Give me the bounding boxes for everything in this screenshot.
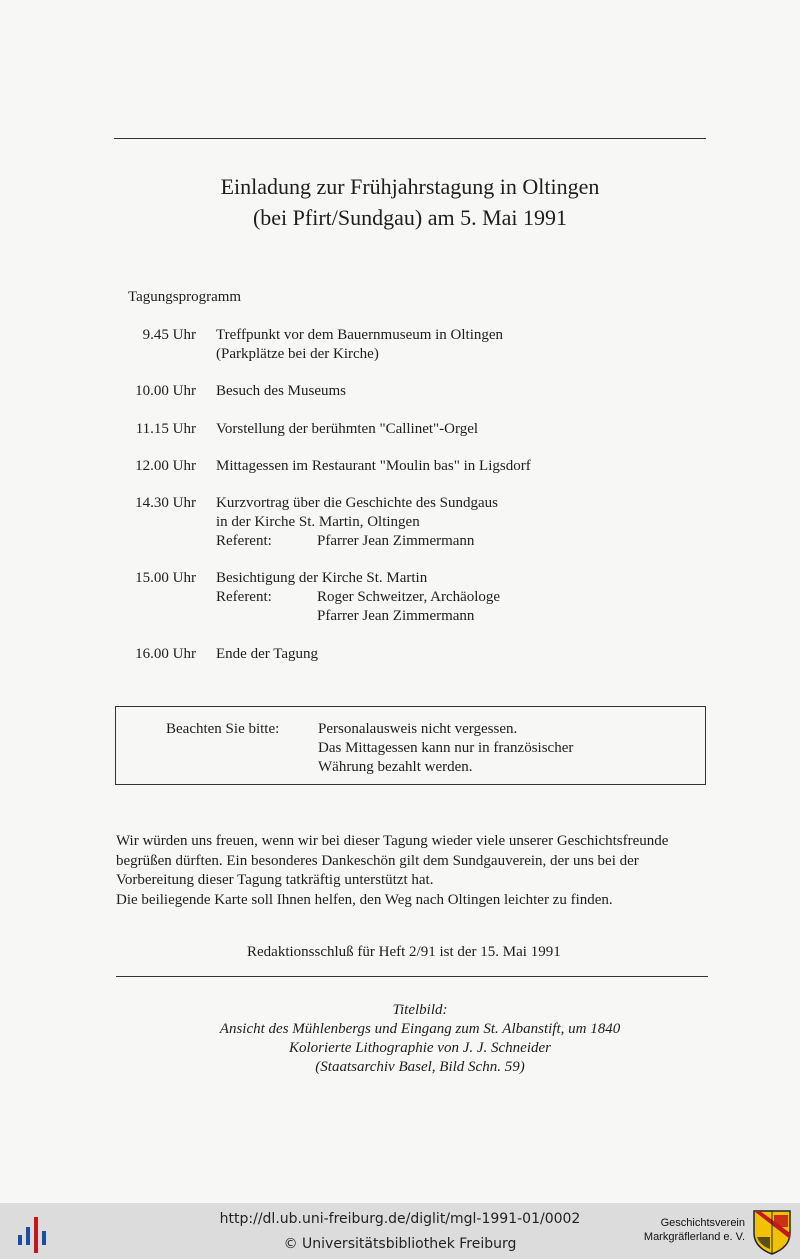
credits-line: Ansicht des Mühlenbergs und Eingang zum St. Albanstift, um 1840 (219, 1021, 621, 1037)
footer-organization (600, 1216, 745, 1244)
program-text: Kurzvortrag über die Geschichte des Sundgaus (216, 495, 498, 511)
program-time: 14.30 Uhr (135, 495, 196, 511)
deadline-note: Redaktionsschluß für Heft 2/91 ist der 15. Mai 1991 (247, 944, 561, 960)
paragraph-line: begrüßen dürften. Ein besonderes Dankeschön gilt dem Sundgauverein, der uns bei der (116, 852, 639, 869)
ub-freiburg-logo-icon[interactable] (12, 1213, 52, 1253)
credits-line: (Staatsarchiv Basel, Bild Schn. 59) (315, 1059, 525, 1075)
program-text: (Parkplätze bei der Kirche) (216, 346, 379, 362)
note-line: Personalausweis nicht vergessen. (318, 721, 518, 737)
bottom-rule (116, 976, 708, 977)
cover-credits (100, 1001, 740, 1077)
coat-of-arms-icon (752, 1209, 792, 1255)
referent-name: Pfarrer Jean Zimmermann (317, 608, 475, 624)
program-text: Vorstellung der berühmten "Callinet"-Orgel (216, 421, 479, 437)
program-text: Besichtigung der Kirche St. Martin (216, 570, 428, 586)
invitation-paragraph (116, 832, 708, 910)
referent-name: Pfarrer Jean Zimmermann (317, 533, 475, 549)
program-heading: Tagungsprogramm (128, 289, 242, 305)
program-time: 11.15 Uhr (135, 421, 196, 437)
program-text: Mittagessen im Restaurant "Moulin bas" in Ligsdorf (216, 458, 531, 474)
note-label: Beachten Sie bitte: (166, 721, 280, 737)
footer-bar (0, 1203, 800, 1259)
page-title (100, 171, 720, 233)
footer-url-link[interactable]: http://dl.ub.uni-freiburg.de/diglit/mgl-1991-01/0002 (219, 1211, 581, 1227)
program-text: in der Kirche St. Martin, Oltingen (216, 514, 420, 530)
program-text: Treffpunkt vor dem Bauernmuseum in Oltingen (216, 327, 504, 343)
org-line: Markgräflerland e. V. (643, 1231, 745, 1243)
paragraph-line: Die beiliegende Karte soll Ihnen helfen, den Weg nach Oltingen leichter zu finden. (116, 891, 613, 908)
program-time: 16.00 Uhr (135, 646, 196, 662)
paragraph-line: Vorbereitung dieser Tagung tatkräftig unterstützt hat. (116, 872, 434, 888)
program-time: 10.00 Uhr (135, 383, 196, 399)
program-text: Besuch des Museums (216, 383, 346, 399)
program-text: Ende der Tagung (216, 646, 318, 662)
referent-name: Roger Schweitzer, Archäologe (317, 589, 501, 605)
note-line: Das Mittagessen kann nur in französischer (318, 740, 574, 756)
top-rule (114, 138, 706, 139)
program-time: 12.00 Uhr (135, 458, 196, 474)
note-line: Währung bezahlt werden. (318, 759, 473, 775)
referent-label: Referent: (216, 589, 272, 605)
title-line-1: Einladung zur Frühjahrstagung in Oltingen (220, 174, 600, 199)
title-line-2: (bei Pfirt/Sundgau) am 5. Mai 1991 (252, 205, 568, 230)
org-line: Geschichtsverein (660, 1217, 745, 1229)
referent-label: Referent: (216, 533, 272, 549)
program-time: 15.00 Uhr (135, 570, 196, 586)
credits-line: Titelbild: (392, 1002, 448, 1018)
credits-line: Kolorierte Lithographie von J. J. Schneider (288, 1040, 552, 1056)
footer-copyright: © Universitätsbibliothek Freiburg (283, 1236, 517, 1252)
program-time: 9.45 Uhr (142, 327, 196, 343)
paragraph-line: Wir würden uns freuen, wenn wir bei dieser Tagung wieder viele unserer Geschichtsfreunde (116, 833, 669, 849)
